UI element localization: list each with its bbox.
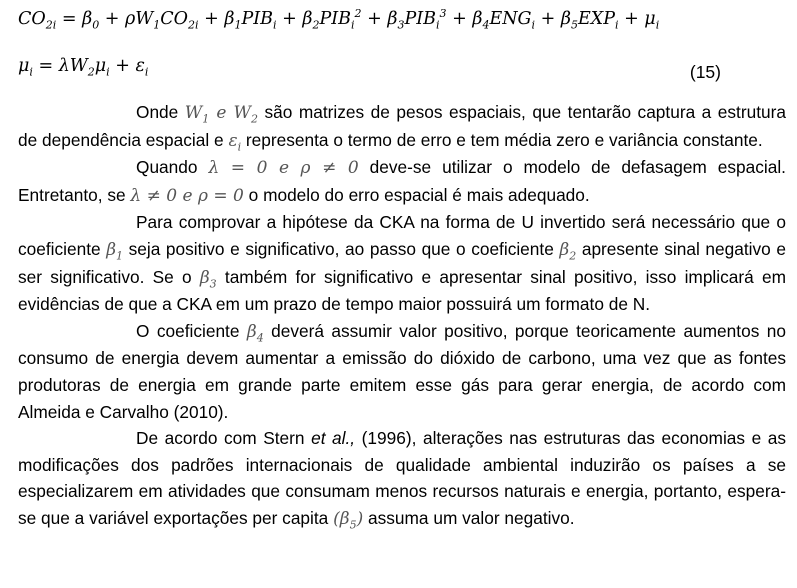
math-lambda-zero: λ = 0 e ρ ≠ 0 [208, 158, 359, 179]
citation-et-al: et al., [311, 428, 356, 449]
math-w1-w2: $W_1$ e $W_2$ [184, 103, 258, 126]
math-beta1: $\beta_1$ [106, 239, 124, 263]
math-epsilon: $\varepsilon_i$ [228, 130, 242, 153]
paragraph-3: Para comprovar a hipótese da CKA na forma de U invertido será necessário que o coeficiente $\beta_1$ seja positivo e significativo, ao passo que o coeficiente $\beta_2$ apresente sinal negativo e ser significativo. Se o $\beta_3$ também for significativo e apresentar sinal positivo, isso implicará em evidências de que a CKA em um prazo de tempo maior possuirá um formato de N. [18, 212, 786, 315]
math-lambda-nonzero: λ ≠ 0 e ρ = 0 [130, 185, 244, 206]
body-text [18, 99, 786, 533]
paragraph-2: Quando λ = 0 e ρ ≠ 0 deve-se utilizar o modelo de defasagem espacial. Entretanto, se λ ≠ 0 e ρ = 0 o modelo do erro espacial é mais adequado. [18, 157, 786, 206]
paragraph-4: O coeficiente $\beta_4$ deverá assumir valor positivo, porque teoricamente aumentos no consumo de energia devem aumentar a emissão do dióxido de carbono, uma vez que as fontes produtoras de energia em grande parte emitem esse gás para gerar energia, de acordo com Almeida e Carvalho (2010). [18, 320, 786, 422]
math-beta2: $\beta_2$ [559, 239, 577, 263]
paragraph-5: De acordo com Stern et al., (1996), alterações nas estruturas das economias e as modificações dos padrões internacionais de qualidade ambiental induzirão os países a se especializarem em atividades que consumam menos recursos naturais e energia, portanto, espera-se que a variável exportações per capita $(\beta_5)$ assuma um valor negativo. [18, 428, 786, 532]
math-beta5: $(\beta_5)$ [333, 508, 364, 532]
math-beta4: $\beta_4$ [246, 321, 264, 345]
equation-number: (15) [689, 62, 721, 82]
equation-error-model: $\mu_i = \lambda W_2\mu_i + \varepsilon_i$ [18, 56, 149, 79]
math-beta3: $\beta_3$ [199, 267, 217, 290]
equation-co2-model: $CO_{2i} = \beta_0 + \rho W_1CO_{2i} + \beta_1PIB_i + \beta_2PIB_i^2 + \beta_3PIB_i^3 + \beta_4ENG_i + \beta_5EXP_i + \mu_i$ [18, 7, 660, 32]
paragraph-1: Onde $W_1$ e $W_2$ são matrizes de pesos espaciais, que tentarão captura a estrutura de dependência espacial e $\varepsilon_i$ representa o termo de erro e tem média zero e variância constante. [18, 102, 786, 153]
